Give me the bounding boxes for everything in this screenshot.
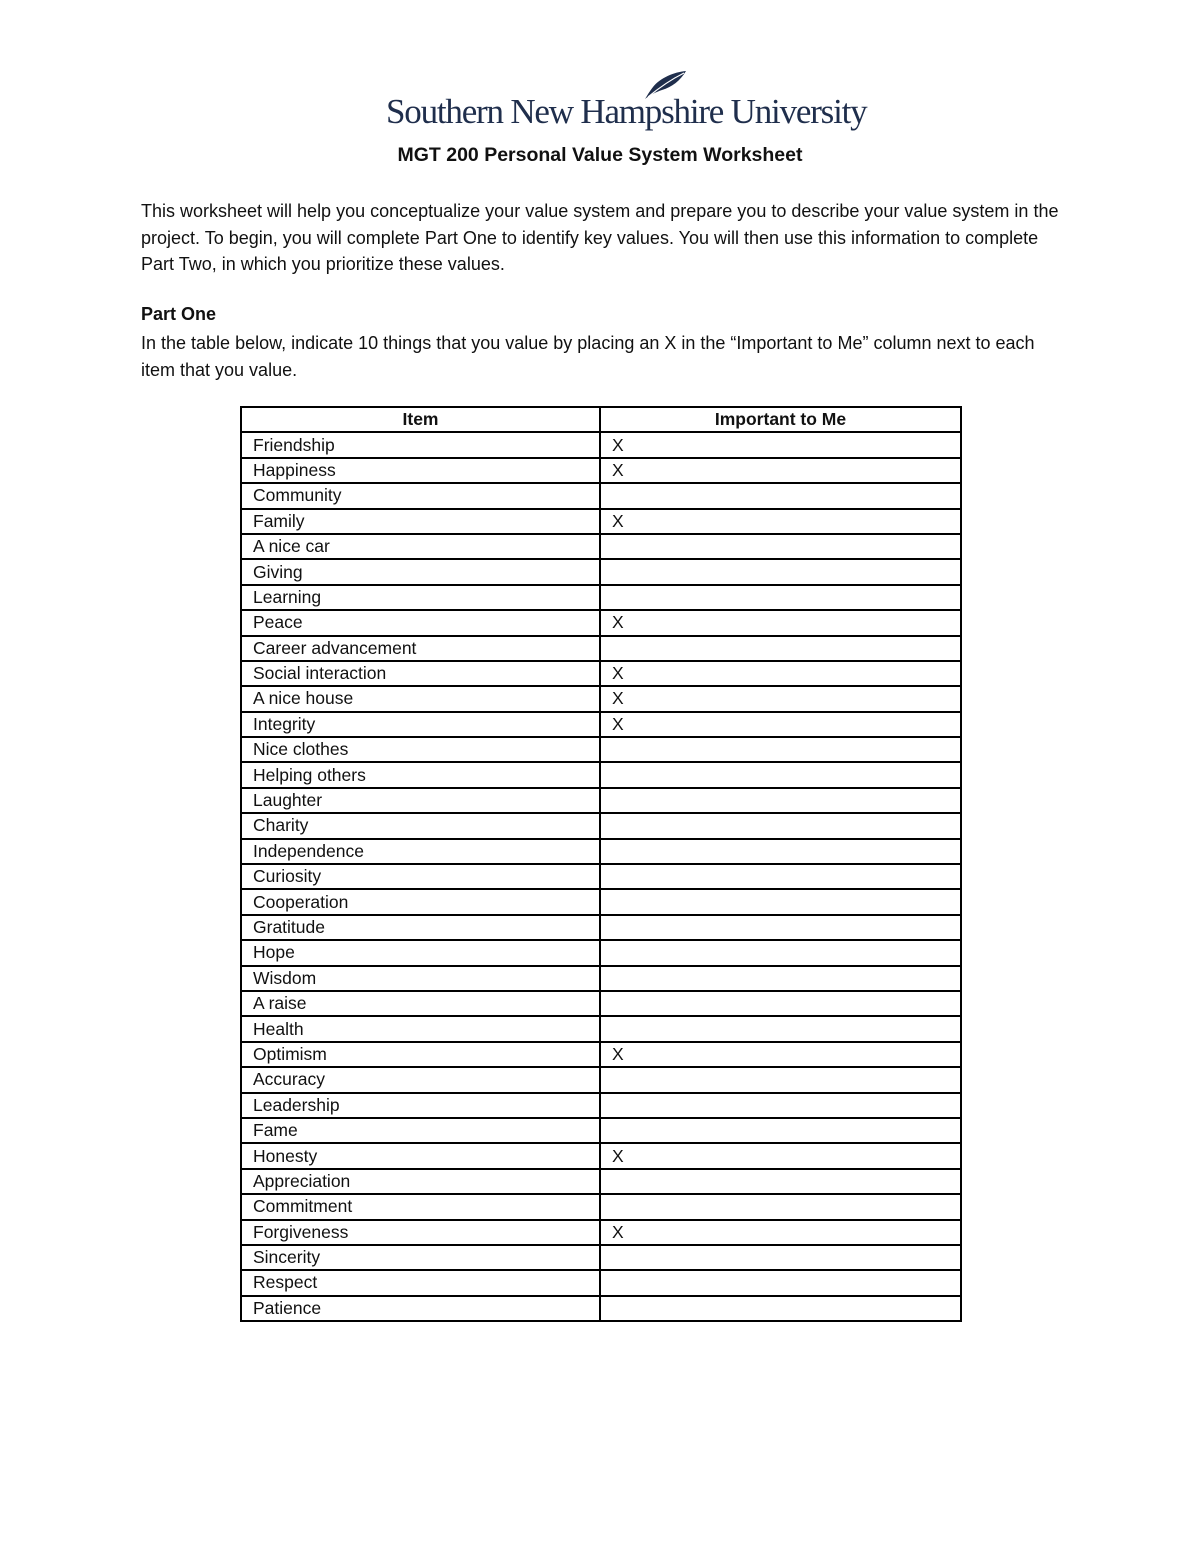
intro-paragraph: This worksheet will help you conceptualize your value system and prepare you to describe your value system in the project. To begin, you will complete Part One to identify key values. You will then use this information to complete Part Two, in which you prioritize these values. bbox=[141, 201, 1059, 274]
table-row bbox=[241, 1118, 961, 1143]
table-row bbox=[241, 1245, 961, 1270]
item-cell: Family bbox=[241, 509, 600, 534]
item-cell: Appreciation bbox=[241, 1169, 600, 1194]
table-row bbox=[241, 636, 961, 661]
table-row bbox=[241, 889, 961, 914]
table-row bbox=[241, 1042, 961, 1067]
part-one-heading: Part One bbox=[141, 304, 217, 324]
important-cell[interactable] bbox=[600, 1016, 961, 1041]
important-cell[interactable] bbox=[600, 813, 961, 838]
university-logo bbox=[386, 70, 867, 136]
important-cell[interactable]: X bbox=[600, 432, 961, 457]
table-row bbox=[241, 788, 961, 813]
table-row bbox=[241, 483, 961, 508]
important-cell[interactable]: X bbox=[600, 1220, 961, 1245]
important-cell[interactable] bbox=[600, 966, 961, 991]
item-cell: Social interaction bbox=[241, 661, 600, 686]
item-cell: A nice car bbox=[241, 534, 600, 559]
item-cell: Optimism bbox=[241, 1042, 600, 1067]
table-row bbox=[241, 610, 961, 635]
important-cell[interactable] bbox=[600, 1169, 961, 1194]
values-table-body bbox=[241, 432, 961, 1321]
part-one-instructions: In the table below, indicate 10 things that you value by placing an X in the “Important to Me” column next to each item that you value. bbox=[141, 333, 1035, 380]
important-cell[interactable] bbox=[600, 762, 961, 787]
item-cell: Giving bbox=[241, 559, 600, 584]
important-cell[interactable]: X bbox=[600, 1042, 961, 1067]
important-cell[interactable] bbox=[600, 559, 961, 584]
table-row bbox=[241, 737, 961, 762]
page-title: MGT 200 Personal Value System Worksheet bbox=[397, 144, 803, 166]
important-cell[interactable] bbox=[600, 737, 961, 762]
table-row bbox=[241, 432, 961, 457]
table-row bbox=[241, 686, 961, 711]
important-cell[interactable]: X bbox=[600, 712, 961, 737]
table-row bbox=[241, 1296, 961, 1321]
table-row bbox=[241, 1093, 961, 1118]
table-row bbox=[241, 1169, 961, 1194]
item-cell: Helping others bbox=[241, 762, 600, 787]
item-cell: Leadership bbox=[241, 1093, 600, 1118]
column-header-important: Important to Me bbox=[600, 407, 961, 432]
table-row bbox=[241, 661, 961, 686]
item-cell: Cooperation bbox=[241, 889, 600, 914]
item-cell: Honesty bbox=[241, 1143, 600, 1168]
item-cell: Friendship bbox=[241, 432, 600, 457]
table-row bbox=[241, 1067, 961, 1092]
item-cell: Patience bbox=[241, 1296, 600, 1321]
important-cell[interactable] bbox=[600, 1067, 961, 1092]
table-row bbox=[241, 966, 961, 991]
table-row bbox=[241, 585, 961, 610]
table-row bbox=[241, 762, 961, 787]
important-cell[interactable] bbox=[600, 1194, 961, 1219]
item-cell: Gratitude bbox=[241, 915, 600, 940]
item-cell: Independence bbox=[241, 839, 600, 864]
important-cell[interactable] bbox=[600, 1296, 961, 1321]
column-header-item: Item bbox=[241, 407, 600, 432]
table-row bbox=[241, 1016, 961, 1041]
important-cell[interactable] bbox=[600, 889, 961, 914]
table-row bbox=[241, 1220, 961, 1245]
important-cell[interactable] bbox=[600, 585, 961, 610]
table-row bbox=[241, 839, 961, 864]
important-cell[interactable] bbox=[600, 915, 961, 940]
item-cell: Accuracy bbox=[241, 1067, 600, 1092]
logo-wordmark: Southern New Hampshire University bbox=[386, 92, 867, 131]
important-cell[interactable] bbox=[600, 940, 961, 965]
item-cell: A raise bbox=[241, 991, 600, 1016]
item-cell: Nice clothes bbox=[241, 737, 600, 762]
values-table bbox=[240, 406, 962, 1322]
item-cell: Integrity bbox=[241, 712, 600, 737]
important-cell[interactable] bbox=[600, 1093, 961, 1118]
item-cell: Charity bbox=[241, 813, 600, 838]
item-cell: Peace bbox=[241, 610, 600, 635]
item-cell: Curiosity bbox=[241, 864, 600, 889]
important-cell[interactable] bbox=[600, 636, 961, 661]
table-row bbox=[241, 813, 961, 838]
important-cell[interactable]: X bbox=[600, 458, 961, 483]
table-row bbox=[241, 559, 961, 584]
item-cell: Happiness bbox=[241, 458, 600, 483]
important-cell[interactable] bbox=[600, 788, 961, 813]
item-cell: A nice house bbox=[241, 686, 600, 711]
table-row bbox=[241, 864, 961, 889]
item-cell: Forgiveness bbox=[241, 1220, 600, 1245]
important-cell[interactable] bbox=[600, 864, 961, 889]
important-cell[interactable] bbox=[600, 1245, 961, 1270]
table-row bbox=[241, 940, 961, 965]
table-row bbox=[241, 1270, 961, 1295]
important-cell[interactable] bbox=[600, 1118, 961, 1143]
important-cell[interactable]: X bbox=[600, 610, 961, 635]
important-cell[interactable]: X bbox=[600, 661, 961, 686]
item-cell: Sincerity bbox=[241, 1245, 600, 1270]
item-cell: Health bbox=[241, 1016, 600, 1041]
item-cell: Laughter bbox=[241, 788, 600, 813]
table-row bbox=[241, 509, 961, 534]
important-cell[interactable]: X bbox=[600, 1143, 961, 1168]
item-cell: Hope bbox=[241, 940, 600, 965]
item-cell: Fame bbox=[241, 1118, 600, 1143]
item-cell: Commitment bbox=[241, 1194, 600, 1219]
important-cell[interactable] bbox=[600, 1270, 961, 1295]
item-cell: Career advancement bbox=[241, 636, 600, 661]
table-row bbox=[241, 534, 961, 559]
important-cell[interactable]: X bbox=[600, 686, 961, 711]
important-cell[interactable]: X bbox=[600, 509, 961, 534]
important-cell[interactable] bbox=[600, 991, 961, 1016]
item-cell: Community bbox=[241, 483, 600, 508]
important-cell[interactable] bbox=[600, 534, 961, 559]
item-cell: Learning bbox=[241, 585, 600, 610]
table-row bbox=[241, 712, 961, 737]
table-row bbox=[241, 1194, 961, 1219]
item-cell: Respect bbox=[241, 1270, 600, 1295]
table-row bbox=[241, 1143, 961, 1168]
important-cell[interactable] bbox=[600, 483, 961, 508]
item-cell: Wisdom bbox=[241, 966, 600, 991]
important-cell[interactable] bbox=[600, 839, 961, 864]
table-row bbox=[241, 458, 961, 483]
table-row bbox=[241, 915, 961, 940]
table-row bbox=[241, 991, 961, 1016]
table-header-row bbox=[241, 407, 961, 432]
